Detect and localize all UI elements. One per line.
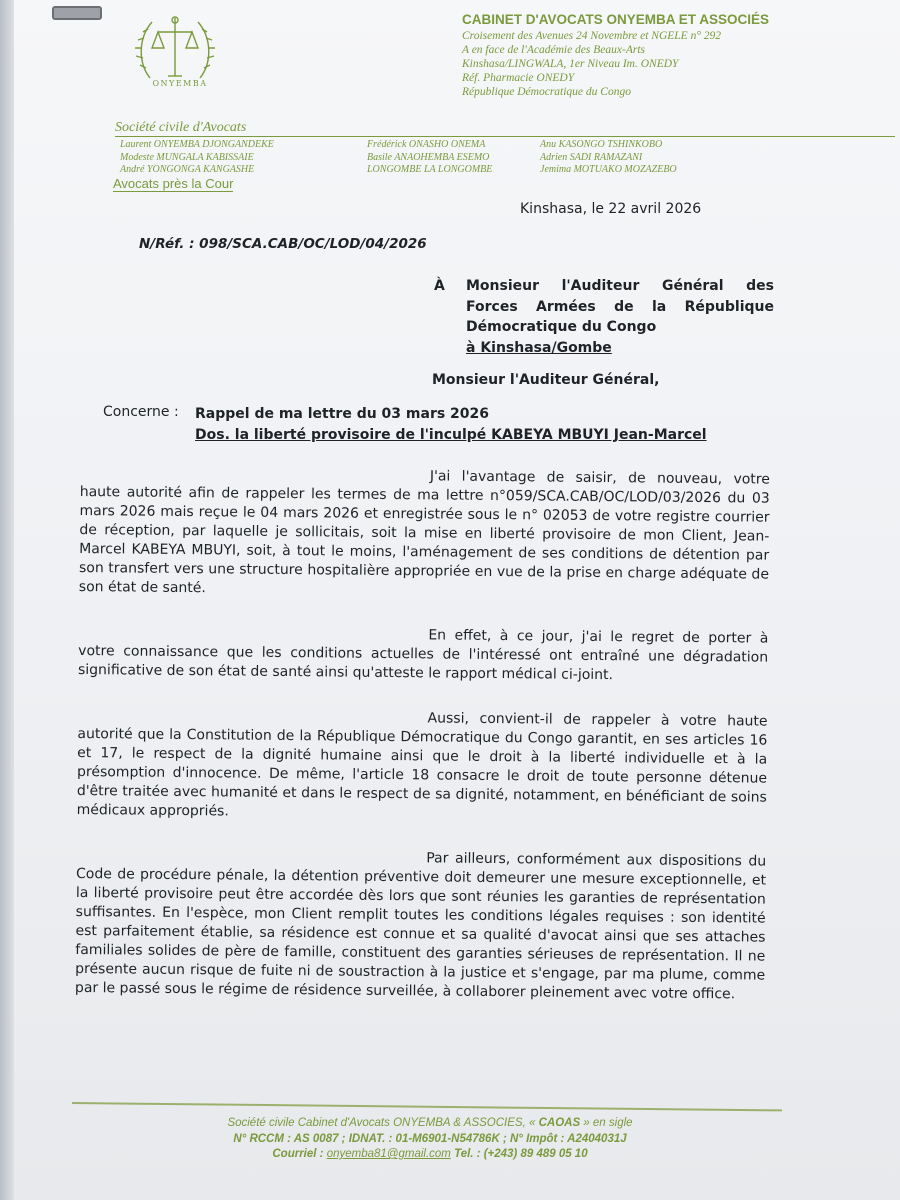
letter-date: Kinshasa, le 22 avril 2026 [520,201,702,217]
recipient-mark: À [434,278,445,294]
court-title: Avocats près la Cour [113,176,234,191]
body-paragraph: Par ailleurs, conformément aux dispositions du Code de procédure pénale, la détention préventive doit demeurer une mesure exceptionnelle, et la liberté provisoire peut être accordée dès lors que sont réunies les garanties de représentation suffisantes. En l'espèce, mon Client remplit toutes les conditions légales requises : son identité est parfaitement établie, sa résidence est connue et sa qualité d'avocat ainsi que ses attaches familiales solides de père de famille, constituent des garanties sérieuses de représentation. Il ne présente aucun risque de fuite ni de soustraction à la justice et s'engage, par ma plume, comme par le passé sous le régime de résidence surveillée, à collaborer pleinement avec votre office. [74,850,767,1003]
firm-address-line: A en face de l'Académie des Beaux-Arts [462,44,645,56]
firm-address-line: Kinshasa/LINGWALA, 1er Niveau Im. ONEDY [462,58,679,70]
body-paragraph: En effet, à ce jour, j'ai le regret de porter à votre connaissance que les conditions actuelles de l'intéressé ont entraîné une dégradation significative de son état de santé ainsi qu'atteste le rapport médical ci-joint. [77,627,769,684]
firm-header [462,12,892,99]
recipient-city: à Kinshasa/Gombe [466,339,612,356]
lawyer-name: Adrien SADI RAMAZANI [540,151,643,163]
page-edge-shadow [0,0,14,1200]
lawyer-name: Basile ANAOHEMBA ESEMO [367,151,490,163]
concerne-label: Concerne : [103,404,179,420]
firm-name: CABINET D'AVOCATS ONYEMBA ET ASSOCIÉS [462,12,769,27]
footer [150,1116,710,1163]
logo-wordmark: ONYEMBA [152,79,208,88]
body-paragraph: J'ai l'avantage de saisir, de nouveau, votre haute autorité afin de rappeler les termes de ma lettre n°059/SCA.CAB/OC/LOD/03/2026 du 03 mars 2026 mais reçue le 04 mars 2026 et enregistrée sous le n° 02053 de votre registre courrier de réception, par laquelle je sollicitais, soit la mise en liberté provisoire de mon Client, Jean-Marcel KABEYA MBUYI, soit, à tout le moins, l'aménagement de ses conditions de détention par son transfert vers une structure hospitalière appropriée en vue de la prise en charge adéquate de son état de santé. [78,468,770,597]
firm-address-line: République Démocratique du Congo [462,86,631,98]
subject-line-1: Rappel de ma lettre du 03 mars 2026 [195,406,490,422]
footer-line-2: N° RCCM : AS 0087 ; IDNAT. : 01-M6901-N54786K ; N° Impôt : A2404031J [233,1132,627,1145]
subject-block [195,404,707,446]
footer-acronym: CAOAS [538,1117,581,1129]
lawyer-name: Laurent ONYEMBA DJONGANDEKE [120,139,274,150]
footer-phone: Tel. : (+243) 89 489 05 10 [454,1148,588,1160]
society-title: Société civile d'Avocats [115,120,895,137]
lawyer-name: Modeste MUNGALA KABISSAIE [120,151,254,163]
lawyers-column-3 [540,139,677,177]
scales-of-justice-icon [130,8,220,88]
letter-reference: N/Réf. : 098/SCA.CAB/OC/LOD/04/2026 [139,236,427,252]
footer-divider [72,1102,782,1111]
recipient: Monsieur l'Auditeur Général des Forces Armées de la République Démocratique du Congo [466,278,774,335]
body-paragraph: Aussi, convient-il de rappeler à votre haute autorité que la Constitution de la République Démocratique du Congo garantit, en ses articles 16 et 17, le respect de la dignité humaine ainsi que le droit à la liberté individuelle et à la présomption d'innocence. De même, l'article 18 consacre le droit de toute personne détenue d'être traitée avec humanité et dans le respect de sa dignité, notamment, en bénéficiant de soins médicaux appropriés. [76,710,768,820]
footer-email-link[interactable]: onyemba81@gmail.com [326,1148,451,1160]
lawyers-column-2 [367,139,492,177]
lawyer-name: Anu KASONGO TSHINKOBO [540,139,663,150]
lawyers-column-1 [120,139,274,177]
subject-line-2: Dos. la liberté provisoire de l'inculpé KABEYA MBUYI Jean-Marcel [195,427,707,443]
salutation: Monsieur l'Auditeur Général, [432,372,660,388]
staple-icon [52,6,102,20]
footer-acronym-suffix: » en sigle [583,1117,633,1129]
lawyer-name: LONGOMBE LA LONGOMBE [367,164,493,175]
footer-line-3 [150,1147,710,1163]
letter-body [75,464,770,1005]
lawyer-name: André YONGONGA KANGASHE [120,164,255,175]
firm-address-line: Croisement des Avenues 24 Novembre et NGELE n° 292 [462,30,722,42]
lawyer-name: Jemima MOTUAKO MOZAZEBO [540,164,677,175]
footer-firm-text: Société civile Cabinet d'Avocats ONYEMBA & ASSOCIES, « [227,1117,536,1129]
recipient-block [434,276,774,358]
firm-address-line: Réf. Pharmacie ONEDY [462,72,575,84]
footer-email-label: Courriel : [272,1148,324,1160]
footer-line-1 [150,1116,710,1132]
lawyer-name: Frédérick ONASHO ONEMA [367,139,486,150]
